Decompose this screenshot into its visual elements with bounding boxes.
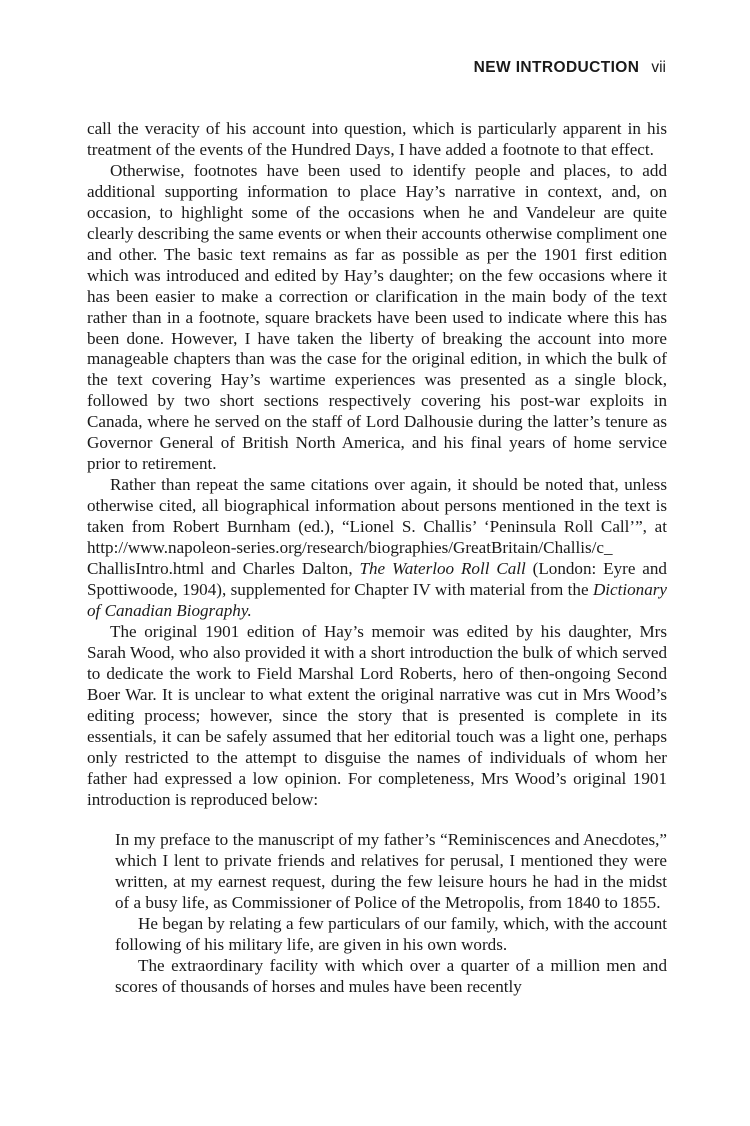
section-title: NEW INTRODUCTION [473,59,640,76]
quote-paragraph: He began by relating a few particulars of our family, which, with the account following of his military life, are given in his own words. [115,914,667,955]
quote-paragraph: In my preface to the manuscript of my father’s “Reminiscences and Anecdotes,” which I lent to private friends and relatives for perusal, I mentioned they were written, at my earnest request, during the few leisure hours he had in the midst of a busy life, as Commissioner of Police of the Metropolis, from 1840 to 1855. [115,830,667,913]
paragraph-original-edition: The original 1901 edition of Hay’s memoir was edited by his daughter, Mrs Sarah Wood, who also provided it with a short introduction the bulk of which served to dedicate the work to Field Marshal Lord Roberts, hero of then-ongoing Second Boer War. It is unclear to what extent the original narrative was cut in Mrs Wood’s editing process; however, since the story that is presented is complete in its essentials, it can be safely assumed that her editorial touch was a light one, perhaps only restricted to the attempt to disguise the names of individuals of whom her father had expressed a low opinion. For completeness, Mrs Wood’s original 1901 introduction is reproduced below: [87,621,667,809]
paragraph-citations [87,475,667,622]
page-number: vii [651,59,666,76]
body-text [87,119,667,998]
paragraph-continued: call the veracity of his account into question, which is particularly apparent in his treatment of the events of the Hundred Days, I have added a footnote to that effect. [87,119,667,159]
citations-text: Rather than repeat the same citations over again, it should be noted that, unless otherwise cited, all biographical information about persons mentioned in the text is taken from Robert Burnham (ed.), “Lionel S. Challis’ ‘Peninsula Roll Call’”, at http://www.napoleon-series.org/research/biographies/GreatBritain/Challis/c_ ChallisIntro.html and Charles Dalton, [87,475,667,579]
quote-paragraph: The extraordinary facility with which over a quarter of a million men and scores of thousands of horses and mules have been recently [115,956,667,997]
citation-title-dictionary: Dictionary of Canadian Biography. [87,579,667,620]
paragraph-footnotes: Otherwise, footnotes have been used to identify people and places, to add additional supporting information to place Hay’s narrative in context, and, on occasion, to highlight some of the occasions when he and Vandeleur are quite clearly describing the same events or when their accounts otherwise compliment one and other. The basic text remains as far as possible as per the 1901 first edition which was introduced and edited by Hay’s daughter; on the few occasions where it has been easier to make a correction or clarification in the main body of the text rather than in a footnote, square brackets have been used to indicate where this has been done. However, I have taken the liberty of breaking the account into more manageable chapters than was the case for the original edition, in which the bulk of the text covering Hay’s wartime experiences was presented as a single block, followed by two short sections respectively covering his post-war exploits in Canada, where he served on the staff of Lord Dalhousie during the latter’s tenure as Governor General of British North America, and his final years of home service prior to retirement. [87,160,667,474]
citation-title-waterloo-roll-call: The Waterloo Roll Call [359,559,526,579]
block-quote [115,830,667,998]
running-head [474,59,666,77]
citations-text-continued: (London: Eyre and Spottiwoode, 1904), supplemented for Chapter IV with material from the [87,559,667,599]
